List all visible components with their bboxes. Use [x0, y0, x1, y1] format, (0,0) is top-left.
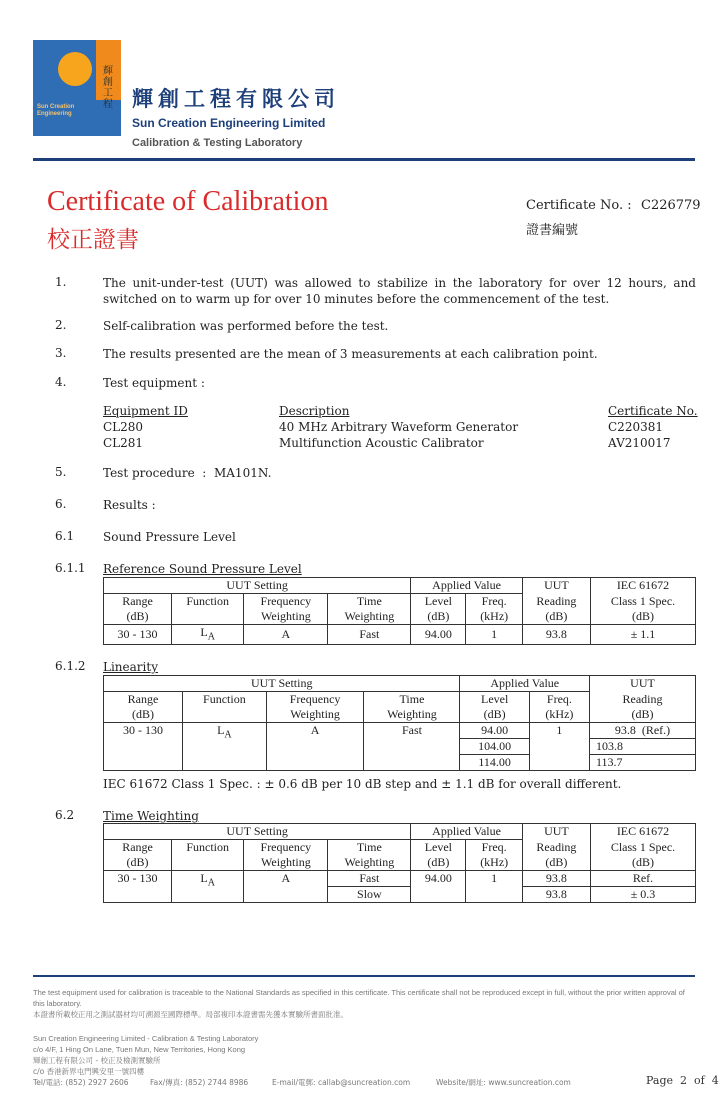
- header-applied-value: Applied Value: [460, 676, 590, 692]
- cell-level: 104.00: [460, 739, 529, 755]
- item-text: The unit-under-test (UUT) was allowed to stabilize in the laboratory for over 12 hours, and switched on to warm up for over 10 minutes before the commencement of the test.: [103, 276, 696, 306]
- cell-reading: 93.8: [522, 625, 590, 645]
- header-reading: Reading (dB): [522, 840, 590, 871]
- cell-reading: 93.8: [522, 887, 590, 903]
- header-divider: [33, 158, 695, 161]
- item-number: 6.: [55, 497, 67, 511]
- cell-level: 94.00: [411, 871, 466, 903]
- time-weighting-table: [103, 823, 696, 903]
- equipment-certificate: C220381: [608, 420, 663, 434]
- cell-frequency-weighting: A: [244, 871, 328, 903]
- footer-email: E-mail/電郵: callab@suncreation.com: [272, 1078, 411, 1087]
- item-number: 2.: [55, 318, 67, 332]
- certificate-no-value: C226779: [641, 198, 701, 213]
- cell-reading: 113.7: [590, 755, 696, 771]
- header-time-weighting: Time Weighting: [328, 594, 411, 625]
- item-text: The results presented are the mean of 3 measurements at each calibration point.: [103, 347, 598, 361]
- header-freq: Freq. (kHz): [466, 840, 522, 871]
- cell-time-weighting: Slow: [328, 887, 411, 903]
- cell-function: $L_A$: [172, 871, 244, 903]
- equipment-header-certificate: Certificate No.: [608, 404, 698, 418]
- section-number: 6.1.2: [55, 659, 86, 673]
- header-frequency-weighting: Frequency Weighting: [244, 594, 328, 625]
- section-number: 6.1.1: [55, 561, 86, 575]
- header-applied-value: Applied Value: [411, 824, 523, 840]
- header-frequency-weighting: Frequency Weighting: [244, 840, 328, 871]
- cell-frequency-weighting: A: [266, 723, 364, 771]
- header-iec: IEC 61672: [590, 824, 695, 840]
- header-iec: IEC 61672: [590, 578, 695, 594]
- cell-spec: ± 0.3: [590, 887, 695, 903]
- header-applied-value: Applied Value: [411, 578, 523, 594]
- cell-freq: 1: [466, 871, 522, 903]
- section-title: Linearity: [103, 660, 158, 674]
- header-range: Range (dB): [104, 594, 172, 625]
- cell-level: 94.00: [460, 723, 529, 739]
- certificate-no-label-cn: 證書編號: [526, 223, 579, 238]
- cell-reading: 93.8: [522, 871, 590, 887]
- item-number: 1.: [55, 275, 67, 289]
- company-name-cn: 輝創工程有限公司: [132, 87, 340, 111]
- cell-range: 30 - 130: [104, 625, 172, 645]
- cell-time-weighting: Fast: [328, 625, 411, 645]
- equipment-id: CL280: [103, 420, 144, 434]
- section-title: Time Weighting: [103, 809, 199, 823]
- header-class-spec: Class 1 Spec. (dB): [590, 594, 695, 625]
- linearity-note: IEC 61672 Class 1 Spec. : ± 0.6 dB per 10 dB step and ± 1.1 dB for overall different.: [103, 777, 622, 791]
- table-row: [104, 723, 696, 739]
- footer-divider: [33, 975, 695, 977]
- cell-freq: 1: [529, 723, 589, 771]
- header-level: Level (dB): [460, 692, 529, 723]
- footer-note-en: The test equipment used for calibration is traceable to the National Standards as specified in this certificate. This certificate shall not be reproduced except in full, without the prior written approval of this laboratory.: [33, 988, 685, 1008]
- item-text: Test procedure : MA101N.: [103, 466, 272, 480]
- header-freq: Freq. (kHz): [529, 692, 589, 723]
- header-uut: UUT: [522, 824, 590, 840]
- section-number: 6.1: [55, 529, 75, 543]
- equipment-header-description: Description: [279, 404, 350, 418]
- logo-en-text: Sun Creation Engineering: [37, 104, 75, 117]
- item-text: Results :: [103, 498, 156, 512]
- page-number: Page 2 of 4: [646, 1074, 719, 1087]
- header-uut-setting: UUT Setting: [104, 676, 460, 692]
- header-range: Range (dB): [104, 840, 172, 871]
- footer-website: Website/網址: www.suncreation.com: [436, 1078, 571, 1087]
- item-number: 4.: [55, 375, 67, 389]
- table-row: [104, 871, 696, 887]
- header-time-weighting: Time Weighting: [328, 840, 411, 871]
- header-function: Function: [172, 594, 244, 625]
- header-level: Level (dB): [411, 840, 466, 871]
- header-freq: Freq. (kHz): [466, 594, 522, 625]
- footer-address-cn: 輝創工程有限公司 - 校正及檢測實驗所: [33, 1056, 161, 1065]
- header-function: Function: [172, 840, 244, 871]
- header-function: Function: [183, 692, 267, 723]
- certificate-no-label: Certificate No. :: [526, 198, 632, 213]
- section-title: Sound Pressure Level: [103, 530, 236, 544]
- item-text: Test equipment :: [103, 376, 205, 390]
- certificate-title-cn: 校正證書: [47, 227, 139, 253]
- cell-function: $L_A$: [183, 723, 267, 771]
- header-class-spec: Class 1 Spec. (dB): [590, 840, 695, 871]
- cell-level: 94.00: [411, 625, 466, 645]
- footer-telephone: Tel/電話: (852) 2927 2606: [33, 1078, 129, 1087]
- item-number: 5.: [55, 465, 67, 479]
- cell-range: 30 - 130: [104, 723, 183, 771]
- cell-range: 30 - 130: [104, 871, 172, 903]
- equipment-description: 40 MHz Arbitrary Waveform Generator: [279, 420, 519, 434]
- cell-spec: ± 1.1: [590, 625, 695, 645]
- equipment-description: Multifunction Acoustic Calibrator: [279, 436, 484, 450]
- section-number: 6.2: [55, 808, 75, 822]
- header-level: Level (dB): [411, 594, 466, 625]
- reference-spl-table: [103, 577, 696, 645]
- item-text: Self-calibration was performed before the test.: [103, 319, 389, 333]
- section-title: Reference Sound Pressure Level: [103, 562, 302, 576]
- footer-fax: Fax/傳真: (852) 2744 8986: [150, 1078, 249, 1087]
- header-uut-setting: UUT Setting: [104, 824, 411, 840]
- header-uut: UUT: [590, 676, 696, 692]
- cell-function: $L_A$: [172, 625, 244, 645]
- linearity-table: [103, 675, 696, 771]
- header-reading: Reading (dB): [590, 692, 696, 723]
- equipment-certificate: AV210017: [608, 436, 671, 450]
- cell-level: 114.00: [460, 755, 529, 771]
- certificate-title: Certificate of Calibration: [47, 186, 329, 217]
- footer-note-cn: 本證書所載校正用之測試器材均可溯源至國際標準。局部複印本證書需先獲本實驗所書面批准。: [33, 1010, 348, 1019]
- header-uut: UUT: [522, 578, 590, 594]
- cell-frequency-weighting: A: [244, 625, 328, 645]
- lab-name: Calibration & Testing Laboratory: [132, 137, 303, 149]
- item-number: 3.: [55, 346, 67, 360]
- header-reading: Reading (dB): [522, 594, 590, 625]
- cell-spec: Ref.: [590, 871, 695, 887]
- header-time-weighting: Time Weighting: [364, 692, 460, 723]
- footer-address-cn-2: c/o 香港新界屯門興安里一號四樓: [33, 1067, 145, 1076]
- cell-time-weighting: Fast: [364, 723, 460, 771]
- header-range: Range (dB): [104, 692, 183, 723]
- cell-reading: 103.8: [590, 739, 696, 755]
- cell-reading: 93.8 (Ref.): [590, 723, 696, 739]
- table-row: [104, 625, 696, 645]
- logo-cn-text: 輝創工程: [103, 66, 113, 110]
- cell-time-weighting: Fast: [328, 871, 411, 887]
- company-name-en: Sun Creation Engineering Limited: [132, 116, 326, 130]
- equipment-header-id: Equipment ID: [103, 404, 188, 418]
- cell-freq: 1: [466, 625, 522, 645]
- footer-address-en: Sun Creation Engineering Limited - Calibration & Testing Laboratory: [33, 1034, 259, 1043]
- header-frequency-weighting: Frequency Weighting: [266, 692, 364, 723]
- logo-sun-icon: [58, 52, 92, 86]
- equipment-id: CL281: [103, 436, 144, 450]
- footer-address-en-2: c/o 4/F, 1 Hing On Lane, Tuen Mun, New Territories, Hong Kong: [33, 1045, 246, 1054]
- header-uut-setting: UUT Setting: [104, 578, 411, 594]
